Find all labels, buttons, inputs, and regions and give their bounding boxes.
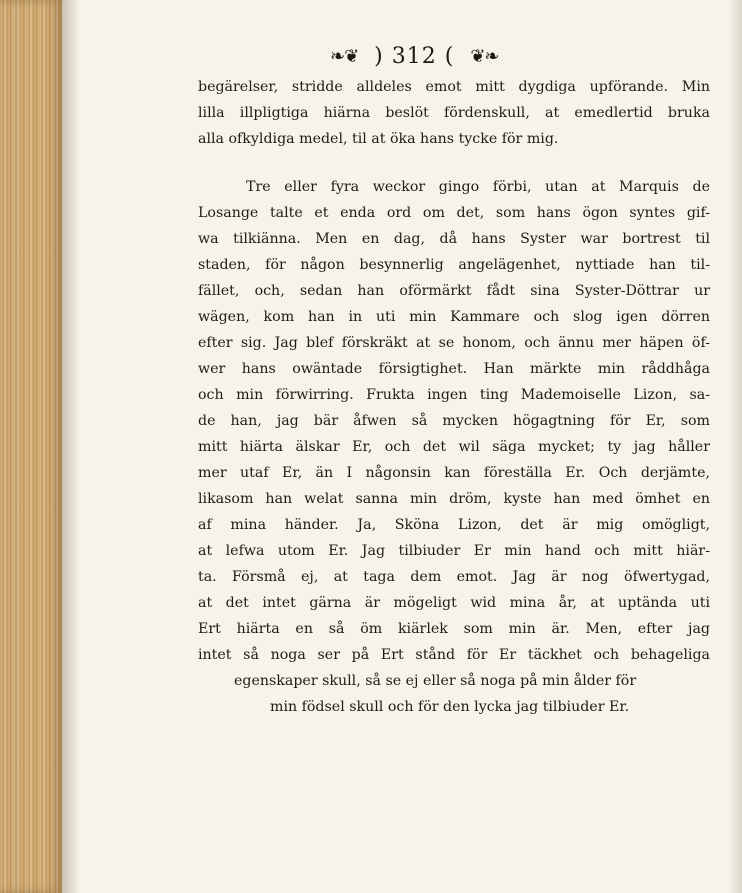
text-line: wer hans owäntade försigtighet. Han märkte min råddhåga xyxy=(198,361,710,377)
text-line: wägen, kom han in uti min Kammare och slog igen dörren xyxy=(198,309,710,325)
text-line: wa tilkiänna. Men en dag, då hans Syster war bortrest til xyxy=(198,231,710,247)
text-line: begärelser, stridde alldeles emot mitt dygdiga upförande. Min xyxy=(198,79,710,95)
text-line: och min förwirring. Frukta ingen ting Mademoiselle Lizon, sa- xyxy=(198,387,710,403)
ornament-left-icon: ❧❦ xyxy=(330,46,359,67)
text-line: alla ofkyldiga medel, til at öka hans tycke för mig. xyxy=(198,131,559,147)
text-line: Losange talte et enda ord om det, som hans ögon syntes gif- xyxy=(198,205,710,221)
page-stack-edge xyxy=(0,0,62,893)
right-edge-shadow xyxy=(728,0,742,893)
page-number: ) 312 ( xyxy=(374,44,455,69)
text-line: egenskaper skull, så se ej eller så noga på min ålder för xyxy=(234,673,637,689)
ornament-right-icon: ❦❧ xyxy=(470,46,499,67)
text-line: efter sig. Jag blef förskräkt at se honom, och ännu mer häpen öf- xyxy=(198,335,710,351)
text-line: lilla illpligtiga hiärna beslöt fördenskull, at emedlertid bruka xyxy=(198,105,710,121)
text-line: ta. Försmå ej, at taga dem emot. Jag är nog öfwertygad, xyxy=(198,569,710,585)
text-line: min födsel skull och för den lycka jag tilbiuder Er. xyxy=(270,699,630,715)
text-line: mitt hiärta älskar Er, och det wil säga mycket; ty jag håller xyxy=(198,439,710,455)
text-line: at det intet gärna är mögeligt wid mina år, at uptända uti xyxy=(198,595,710,611)
running-header xyxy=(330,44,499,69)
text-line: Ert hiärta en så öm kiärlek som min är. Men, efter jag xyxy=(198,621,710,637)
paragraph-1 xyxy=(198,74,710,152)
paragraph-2 xyxy=(198,174,710,720)
text-line: Tre eller fyra weckor gingo förbi, utan at Marquis de xyxy=(246,179,710,195)
text-line: staden, för någon besynnerlig angelägenhet, nyttiade han til- xyxy=(198,257,710,273)
text-line: af mina händer. Ja, Sköna Lizon, det är mig omögligt, xyxy=(198,517,710,533)
body-text xyxy=(198,74,710,720)
text-line: at lefwa utom Er. Jag tilbiuder Er min hand och mitt hiär- xyxy=(198,543,710,559)
text-line: de han, jag bär åfwen så mycken högagtning för Er, som xyxy=(198,413,710,429)
text-line: fället, och, sedan han oförmärkt fådt sina Syster-Döttrar ur xyxy=(198,283,710,299)
text-line: likasom han welat sanna min dröm, kyste han med ömhet en xyxy=(198,491,710,507)
text-line: mer utaf Er, än I någonsin kan föreställa Er. Och derjämte, xyxy=(198,465,710,481)
text-line: intet så noga ser på Ert stånd för Er täckhet och behageliga xyxy=(198,647,710,663)
gutter-shadow xyxy=(62,0,80,893)
